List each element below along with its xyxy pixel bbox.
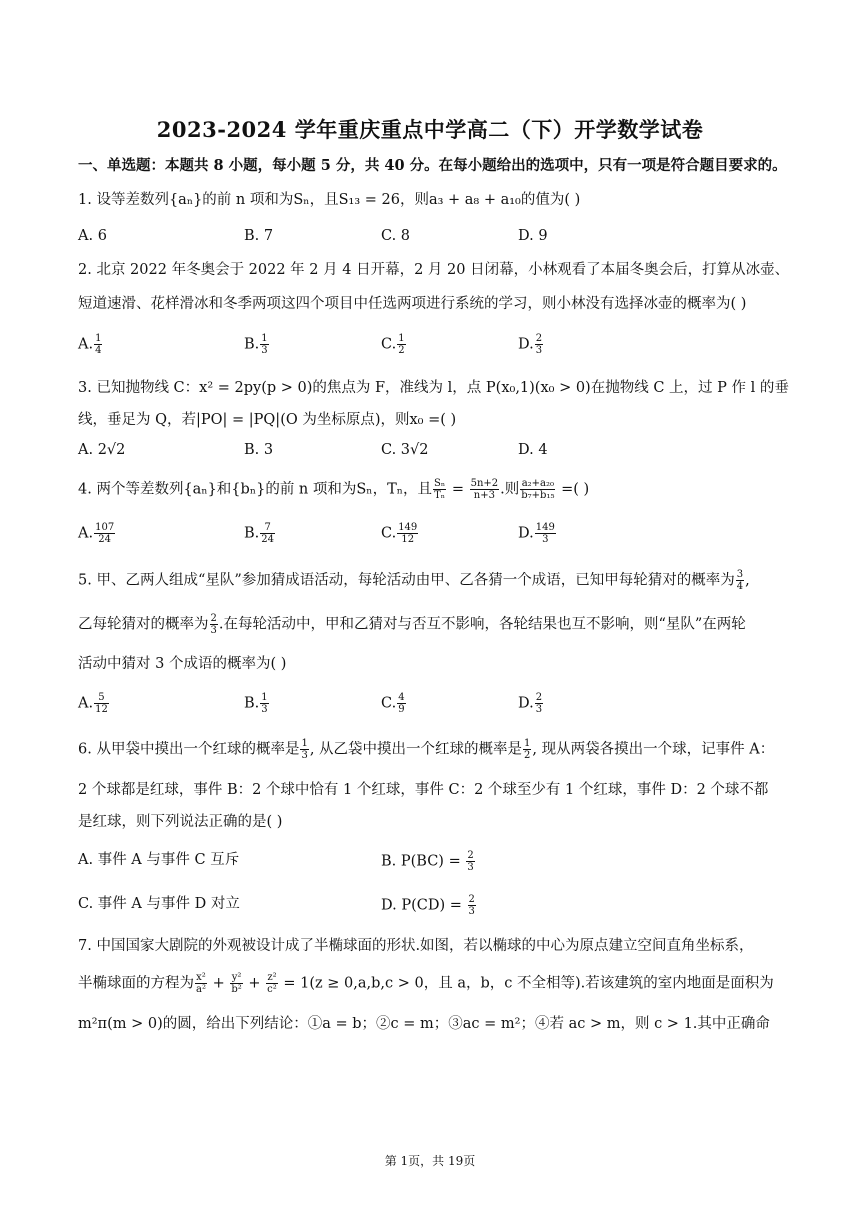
question-3-line1: 3. 已知抛物线 C：x² = 2py(p > 0)的焦点为 F，准线为 l，点 P(x₀,1)(x₀ > 0)在抛物线 C 上，过 P 作 l 的垂	[78, 380, 789, 396]
q6-option-c: C. 事件 A 与事件 D 对立	[78, 896, 240, 912]
question-1-stem: 1. 设等差数列{aₙ}的前 n 项和为Sₙ，且S₁₃ = 26，则a₃ + a₈ + a₁₀的值为( )	[78, 192, 581, 208]
q1-option-d: D. 9	[518, 228, 548, 244]
page-footer: 第 1页，共 19页	[384, 1154, 476, 1168]
question-6-line3: 是红球，则下列说法正确的是( )	[78, 814, 283, 830]
q6-option-b: B. P(BC) = $\frac{2}{3}$	[381, 850, 474, 873]
q5-option-d: D. $\frac{2}{3}$	[518, 692, 543, 715]
q3-option-a: A. 2√2	[78, 442, 126, 458]
question-4-stem: 4. 两个等差数列{aₙ}和{bₙ}的前 n 项和为Sₙ，Tₙ，且 $\frac{\text{Sₙ}}{\text{Tₙ}}$ = $\frac{5n+2}{n+3}$ .则 $\frac{\text{a₂+a₂₀}}{\text{b₇+b₁₅}}$ =( )	[78, 478, 590, 501]
q5-option-c: C. $\frac{4}{9}$	[381, 692, 405, 715]
page-title: 2023-2024 学年重庆重点中学高二（下）开学数学试卷	[156, 117, 704, 142]
question-7-line2: 半椭球面的方程为 $\frac{\text{x²}}{\text{a²}}$ + $\frac{\text{y²}}{\text{b²}}$ + $\frac{\text{z²}}{\text{c²}}$ = 1(z ≥ 0,a,b,c > 0，且 a，b，c 不全相等).若该建筑的室内地面是面积为	[78, 972, 774, 995]
q3-option-b: B. 3	[244, 442, 274, 458]
q3-option-d: D. 4	[518, 442, 548, 458]
question-5-line1: 5. 甲、乙两人组成“星队”参加猜成语活动，每轮活动由甲、乙各猜一个成语，已知甲每轮猜对的概率为 $\frac{3}{4}$ ,	[78, 569, 750, 592]
q1-option-b: B. 7	[244, 228, 274, 244]
question-2-line2: 短道速滑、花样滑冰和冬季两项这四个项目中任选两项进行系统的学习，则小林没有选择冰壶的概率为( )	[78, 296, 747, 312]
question-5-line2: 乙每轮猜对的概率为 $\frac{2}{3}$ .在每轮活动中，甲和乙猜对与否互不影响，各轮结果也互不影响，则“星队”在两轮	[78, 613, 746, 636]
q2-option-c: C. $\frac{1}{2}$	[381, 333, 405, 356]
q5-option-a: A. $\frac{5}{12}$	[78, 692, 108, 715]
section-heading: 一、单选题：本题共 8 小题，每小题 5 分，共 40 分。在每小题给出的选项中，只有一项是符合题目要求的。	[78, 157, 787, 174]
q4-option-c: C. $\frac{149}{12}$	[381, 522, 418, 545]
q1-option-c: C. 8	[381, 228, 411, 244]
question-2-line1: 2. 北京 2022 年冬奥会于 2022 年 2 月 4 日开幕，2 月 20 日闭幕，小林观看了本届冬奥会后，打算从冰壶、	[78, 262, 790, 278]
question-5-line3: 活动中猜对 3 个成语的概率为( )	[78, 656, 287, 672]
q4-option-d: D. $\frac{149}{3}$	[518, 522, 555, 545]
q2-option-b: B. $\frac{1}{3}$	[244, 333, 268, 356]
q4-option-a: A. $\frac{107}{24}$	[78, 522, 115, 545]
q4-option-b: B. $\frac{7}{24}$	[244, 522, 274, 545]
q6-option-d: D. P(CD) = $\frac{2}{3}$	[381, 894, 475, 917]
q5-option-b: B. $\frac{1}{3}$	[244, 692, 268, 715]
q2-option-d: D. $\frac{2}{3}$	[518, 333, 543, 356]
question-6-line2: 2 个球都是红球，事件 B：2 个球中恰有 1 个红球，事件 C：2 个球至少有 1 个红球，事件 D：2 个球不都	[78, 782, 769, 798]
question-6-line1: 6. 从甲袋中摸出一个红球的概率是 $\frac{1}{3}$ , 从乙袋中摸出一个红球的概率是 $\frac{1}{2}$ , 现从两袋各摸出一个球，记事件 A：	[78, 738, 775, 761]
question-7-line1: 7. 中国国家大剧院的外观被设计成了半椭球面的形状.如图，若以椭球的中心为原点建立空间直角坐标系，	[78, 938, 754, 954]
question-7-line3: m²π(m > 0)的圆，给出下列结论：①a = b；②c = m；③ac = m²；④若 ac > m，则 c > 1.其中正确命	[78, 1016, 770, 1032]
q3-option-c: C. 3√2	[381, 442, 429, 458]
q1-option-a: A. 6	[78, 228, 107, 244]
q6-option-a: A. 事件 A 与事件 C 互斥	[78, 852, 240, 868]
question-3-line2: 线，垂足为 Q，若|PO| = |PQ|(O 为坐标原点)，则x₀ =( )	[78, 412, 457, 428]
q2-option-a: A. $\frac{1}{4}$	[78, 333, 102, 356]
